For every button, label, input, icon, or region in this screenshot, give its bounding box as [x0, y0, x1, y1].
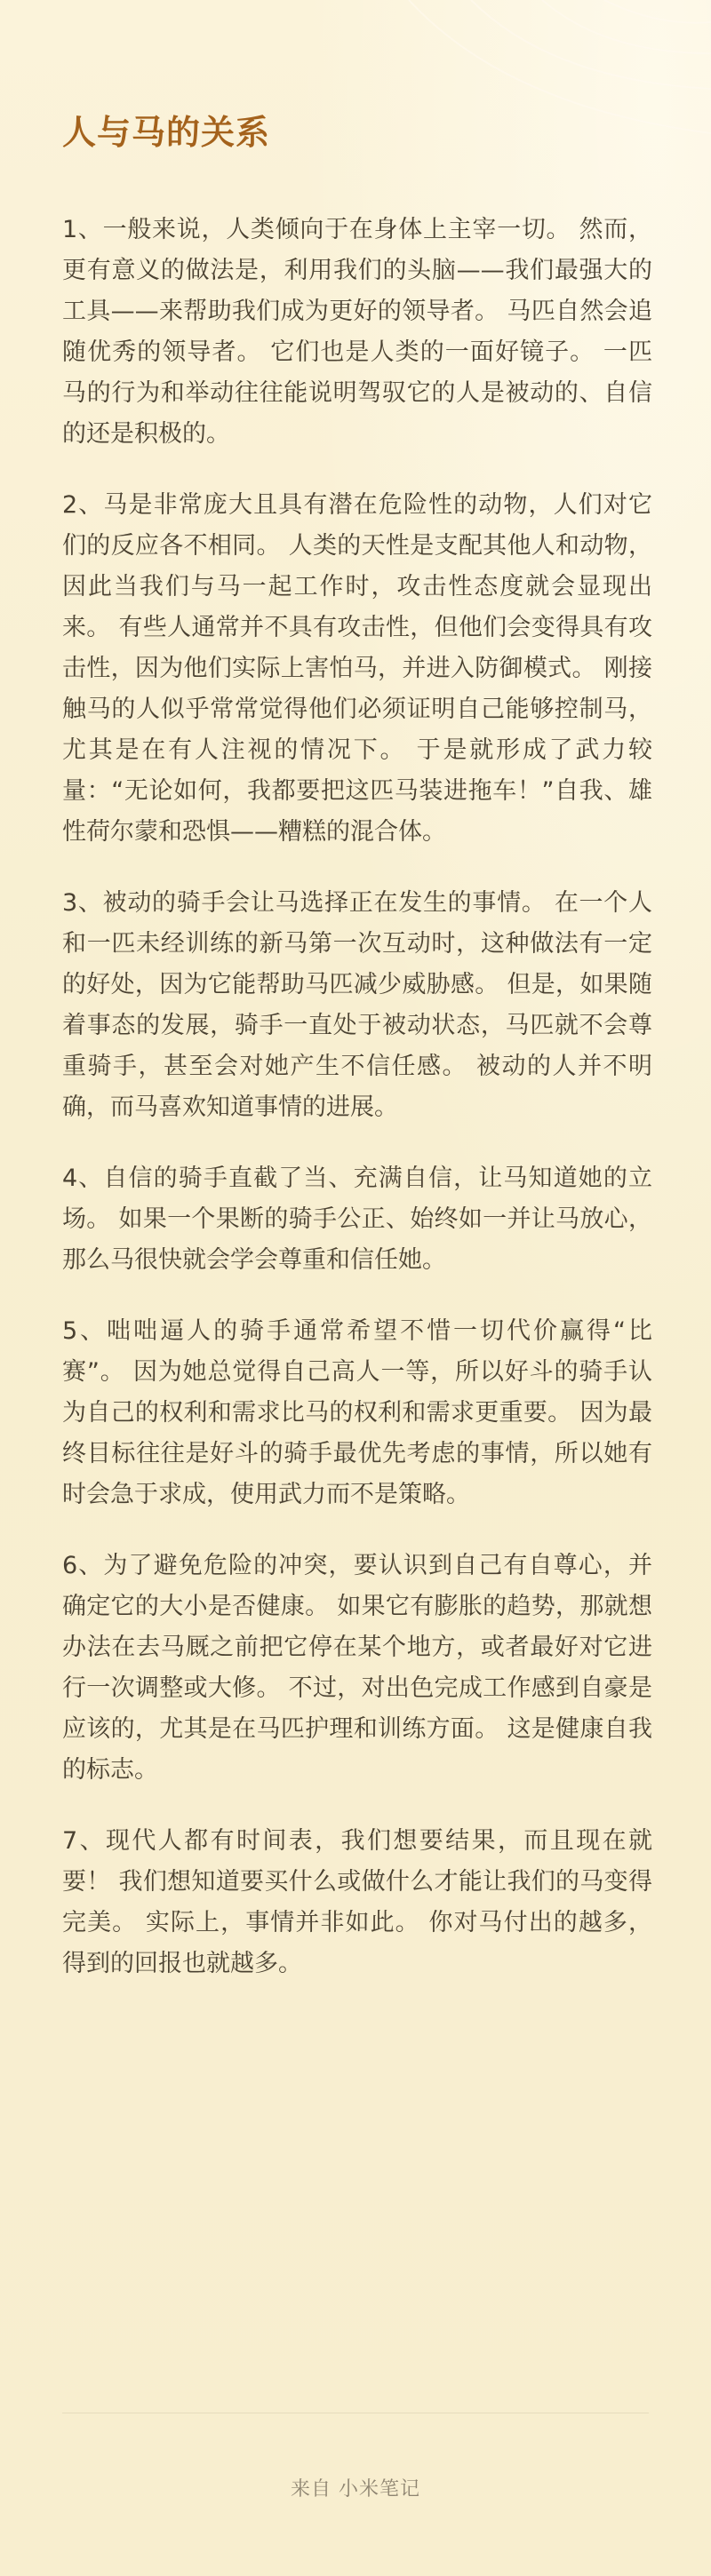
footer-source: 来自 小米笔记 [291, 2478, 420, 2500]
note-paragraph-1: 1、一般来说，人类倾向于在身体上主宰一切。 然而，更有意义的做法是，利用我们的头脑——我们最强大的工具——来帮助我们成为更好的领导者。 马匹自然会追随优秀的领导者。 它们也是人类的一面好镜子。 一匹马的行为和举动往往能说明驾驭它的人是被动的、自信的还是积极的。 [62, 216, 652, 448]
note-body [62, 210, 652, 2015]
note-paragraph-4: 4、自信的骑手直截了当、充满自信，让马知道她的立场。 如果一个果断的骑手公正、始终如一并让马放心，那么马很快就会学会尊重和信任她。 [62, 1165, 652, 1274]
note-paragraph-7: 7、现代人都有时间表，我们想要结果，而且现在就要！ 我们想知道要买什么或做什么才能让我们的马变得完美。 实际上，事情并非如此。 你对马付出的越多，得到的回报也就越多。 [62, 1827, 652, 1977]
note-paragraph-3: 3、被动的骑手会让马选择正在发生的事情。 在一个人和一匹未经训练的新马第一次互动时，这种做法有一定的好处，因为它能帮助马匹减少威胁感。 但是，如果随着事态的发展，骑手一直处于被动状态，马匹就不会尊重骑手，甚至会对她产生不信任感。 被动的人并不明确，而马喜欢知道事情的进展。 [62, 889, 652, 1121]
paper-texture [373, 0, 711, 231]
note-paragraph-5: 5、咄咄逼人的骑手通常希望不惜一切代价赢得“比赛”。 因为她总觉得自己高人一等，所以好斗的骑手认为自己的权利和需求比马的权利和需求更重要。 因为最终目标往往是好斗的骑手最优先考虑的事情，所以她有时会急于求成，使用武力而不是策略。 [62, 1317, 652, 1508]
note-paragraph-2: 2、马是非常庞大且具有潜在危险性的动物，人们对它们的反应各不相同。 人类的天性是支配其他人和动物，因此当我们与马一起工作时，攻击性态度就会显现出来。 有些人通常并不具有攻击性，但他们会变得具有攻击性，因为他们实际上害怕马，并进入防御模式。 刚接触马的人似乎常常觉得他们必须证明自己能够控制马，尤其是在有人注视的情况下。 于是就形成了武力较量：“无论如何，我都要把这匹马装进拖车！”自我、雄性荷尔蒙和恐惧——糟糕的混合体。 [62, 491, 652, 846]
note-paragraph-6: 6、为了避免危险的冲突，要认识到自己有自尊心，并确定它的大小是否健康。 如果它有膨胀的趋势，那就想办法在去马厩之前把它停在某个地方，或者最好对它进行一次调整或大修。 不过，对出色完成工作感到自豪是应该的，尤其是在马匹护理和训练方面。 这是健康自我的标志。 [62, 1552, 652, 1784]
note-title: 人与马的关系 [62, 113, 271, 152]
